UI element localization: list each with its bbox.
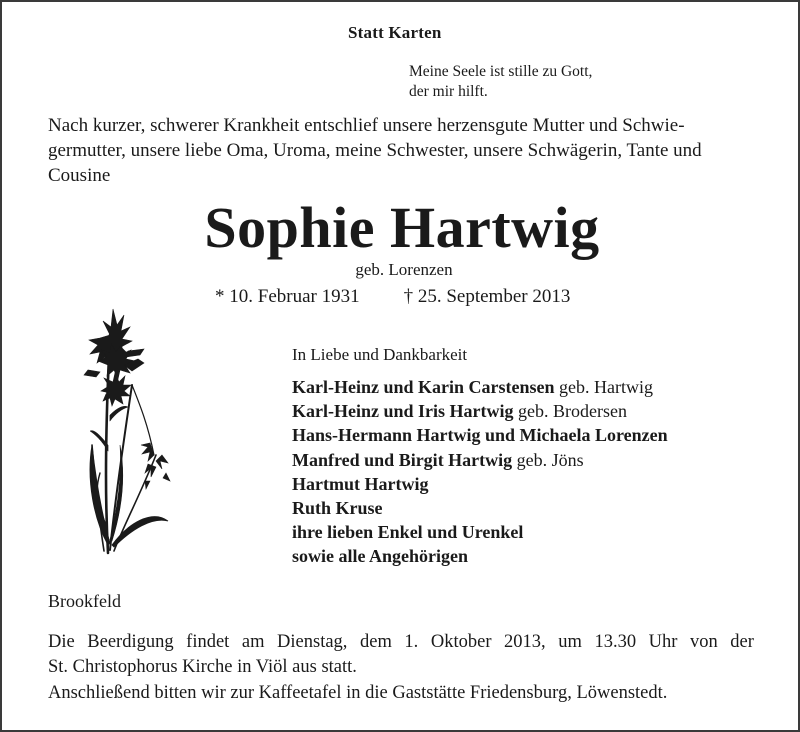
birth-date: * 10. Februar 1931 [215, 286, 360, 307]
mourner-name: sowie alle Angehörigen [292, 546, 468, 567]
deceased-name: Sophie Hartwig [204, 195, 600, 260]
place: Brookfeld [48, 591, 121, 611]
funeral-word: Beerdigung [87, 632, 174, 652]
intro-line: Cousine [48, 165, 111, 186]
funeral-word: Oktober [430, 632, 492, 652]
mourner-name: Ruth Kruse [292, 498, 383, 519]
mourner-name: Karl-Heinz und Iris Hartwig [292, 401, 514, 422]
funeral-word: der [730, 632, 754, 652]
verse [409, 62, 592, 102]
mourner-name: Karl-Heinz und Karin Carstensen [292, 377, 555, 397]
funeral-line-2: St. Christophorus Kirche in Viöl aus statt. [48, 657, 357, 677]
mourner-row [292, 496, 668, 520]
intro-line: germutter, unsere liebe Oma, Uroma, meine Schwester, unsere Schwägerin, Tante und [48, 140, 702, 161]
heading: Statt Karten [348, 23, 442, 42]
mourner-row [292, 375, 668, 399]
funeral-word: Dienstag, [277, 632, 348, 652]
thanks-line: In Liebe und Dankbarkeit [292, 345, 468, 364]
mourner-row [292, 544, 668, 568]
funeral-info [48, 630, 754, 680]
mourner-suffix: geb. Brodersen [513, 401, 627, 422]
mourner-name: Manfred und Birgit Hartwig [292, 449, 513, 470]
funeral-line-1 [48, 630, 754, 655]
verse-line: der mir hilft. [409, 83, 488, 100]
mourner-row [292, 448, 668, 472]
funeral-word: Uhr [648, 632, 678, 652]
funeral-word: Die [48, 632, 75, 652]
mourner-row [292, 520, 668, 544]
intro-line: Nach kurzer, schwerer Krankheit entschlief unsere herzensgute Mutter und Schwie- [48, 115, 685, 136]
reception-info: Anschließend bitten wir zur Kaffeetafel in die Gaststätte Friedensburg, Löwenstedt. [48, 683, 668, 703]
funeral-word: von [689, 632, 718, 652]
mourner-row [292, 423, 668, 447]
funeral-word: um [558, 632, 582, 652]
funeral-word: 13.30 [594, 632, 637, 652]
funeral-word: findet [186, 632, 230, 652]
grass-illustration-icon [70, 295, 180, 557]
funeral-word: dem [360, 632, 392, 652]
mourner-name: Hans-Hermann Hartwig und Michaela Lorenzen [292, 425, 668, 446]
mourner-name: ihre lieben Enkel und Urenkel [292, 522, 524, 543]
mourner-name: Hartmut Hartwig [292, 473, 429, 494]
funeral-word: 2013, [504, 632, 546, 652]
intro-text [48, 113, 754, 188]
mourners-list [292, 375, 668, 569]
mourner-row [292, 399, 668, 423]
mourner-row [292, 472, 668, 496]
mourner-suffix: geb. Jöns [512, 449, 584, 470]
maiden-name: geb. Lorenzen [355, 260, 453, 279]
verse-line: Meine Seele ist stille zu Gott, [409, 63, 593, 80]
death-date: † 25. September 2013 [403, 286, 571, 307]
mourner-suffix: geb. Hartwig [554, 377, 653, 397]
life-dates [215, 286, 570, 308]
funeral-word: am [241, 632, 265, 652]
funeral-word: 1. [404, 632, 419, 652]
